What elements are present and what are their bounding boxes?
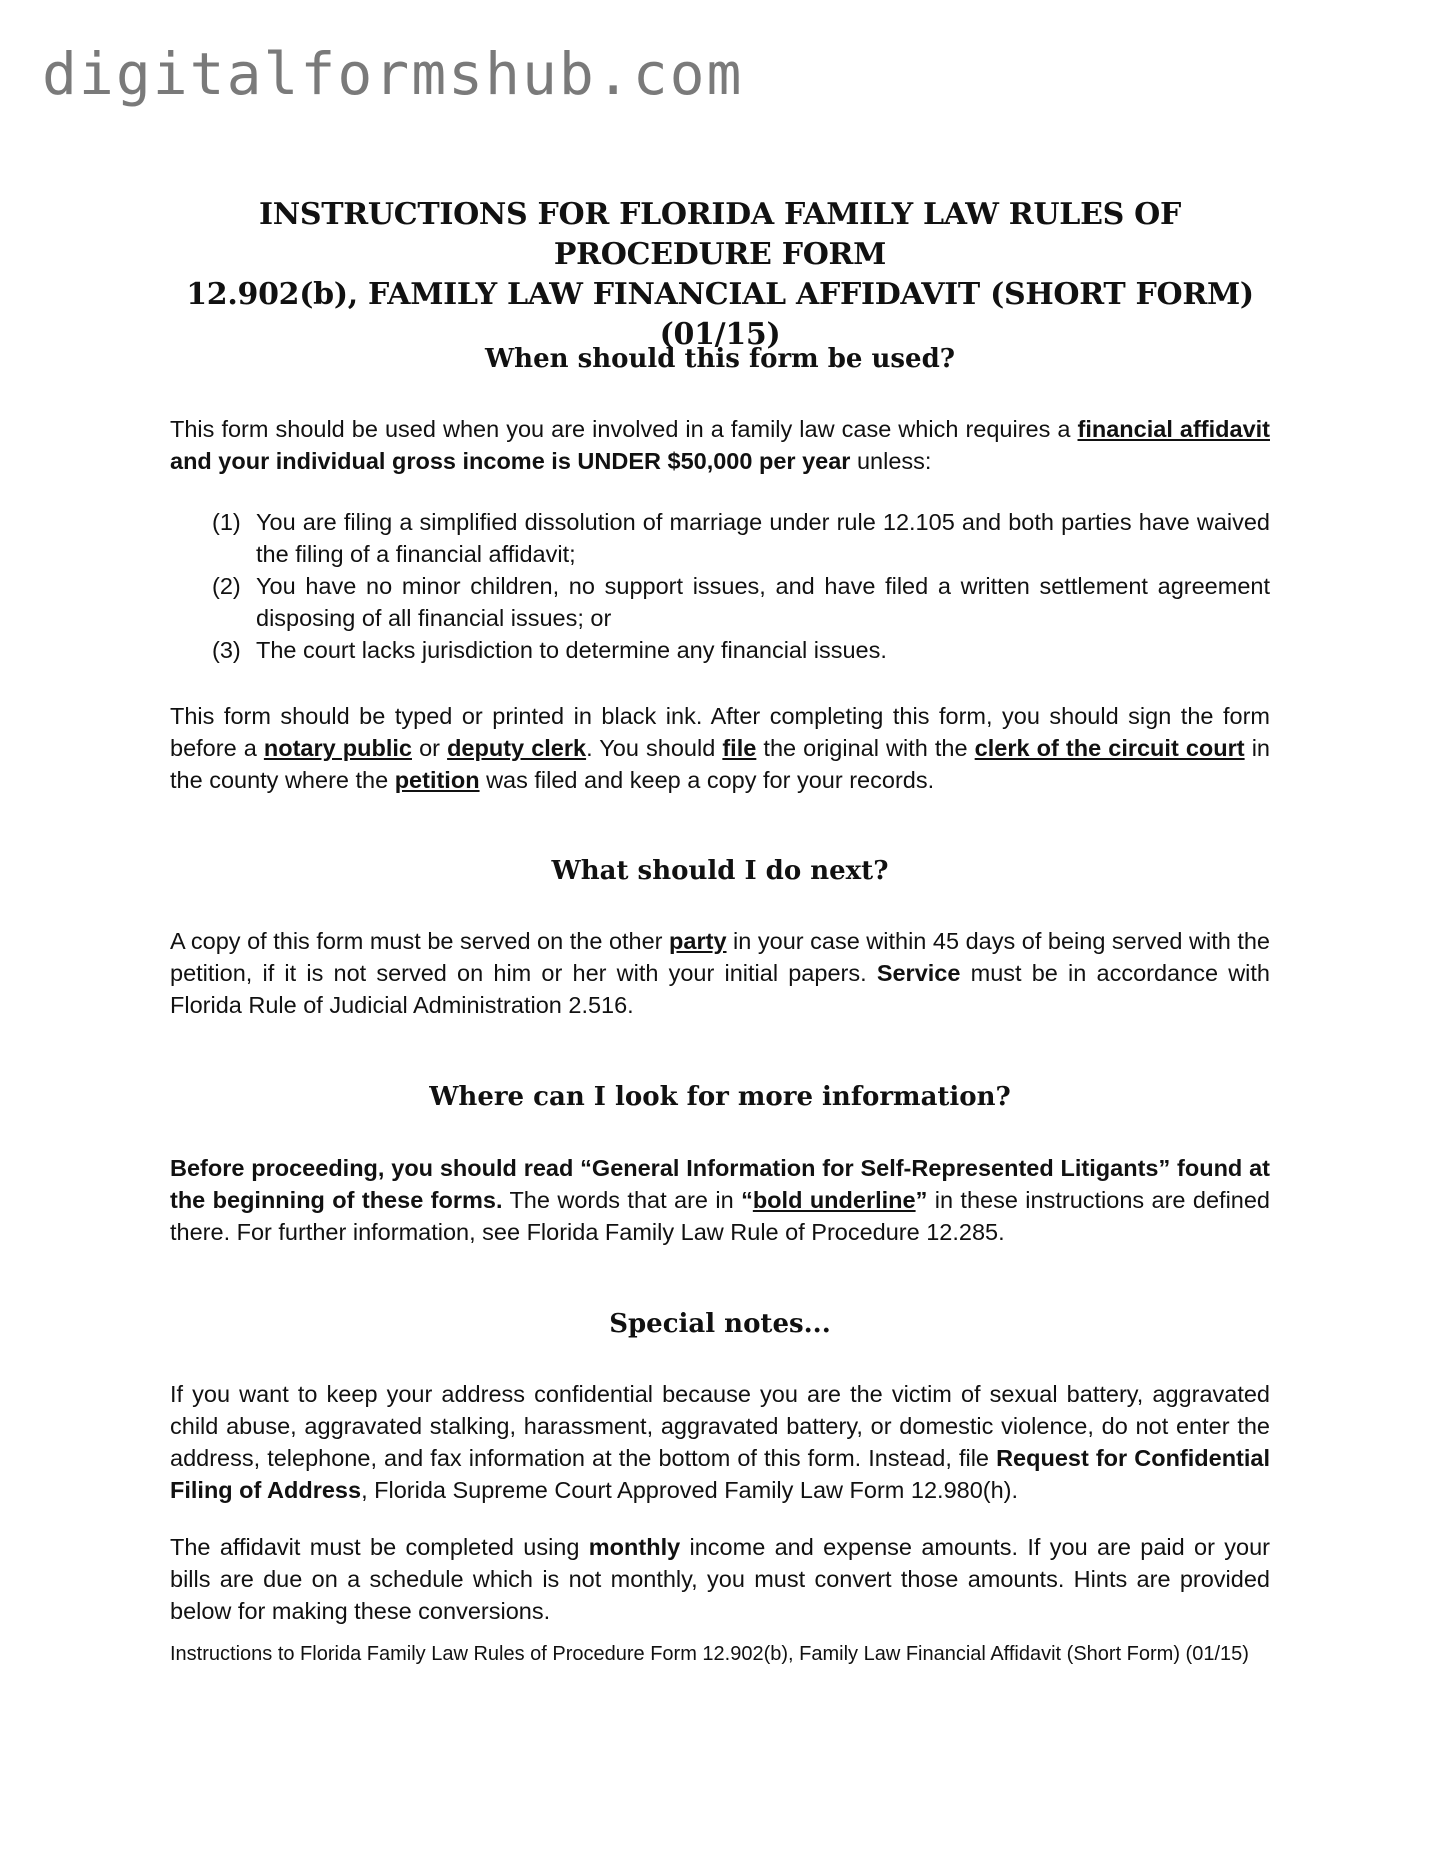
filing-text-3: . You should (586, 735, 723, 761)
list-item-text: The court lacks jurisdiction to determine any financial issues. (256, 637, 887, 663)
term-monthly: monthly (588, 1534, 681, 1560)
term-deputy-clerk: deputy clerk (447, 735, 587, 761)
list-item-text: You have no minor children, no support issues, and have filed a written settlement agreement disposing of all financial issues; or (256, 573, 1270, 631)
info-text-2: in these instructions are defined there. For further information, see Florida Family Law Rule of Procedure 12.285. (170, 1187, 1270, 1245)
notes-text-1: If you want to keep your address confidential because you are the victim of sexual battery, aggravated child abuse, aggravated stalking, harassment, aggravated battery, or domestic violence, do not enter the address, telephone, and fax information at the bottom of this form. Instead, file (170, 1381, 1270, 1471)
notes-text-4: income and expense amounts. If you are paid or your bills are due on a schedule which is not monthly, you must convert those amounts. Hints are provided below for making these conversions. (170, 1534, 1271, 1624)
list-item (212, 570, 1270, 634)
when-intro-bold: and your individual gross income is UNDER $50,000 per year (170, 448, 851, 474)
watermark: digitalformshub.com (42, 40, 744, 108)
conditions-list (212, 506, 1270, 666)
term-party: party (669, 928, 727, 954)
notes-paragraph-2 (170, 1531, 1270, 1627)
info-text-1: The words that are in (502, 1187, 742, 1213)
title-line-1: INSTRUCTIONS FOR FLORIDA FAMILY LAW RULES OF PROCEDURE FORM (259, 197, 1181, 272)
term-bold-underline: bold underline (752, 1187, 916, 1213)
list-item-number: (2) (212, 573, 241, 599)
when-intro-text-2: unless: (850, 448, 932, 474)
section-heading-next: What should I do next? (551, 856, 889, 886)
term-file: file (722, 735, 757, 761)
next-text-3: must be in accordance with Florida Rule of Judicial Administration 2.516. (170, 960, 1270, 1018)
notes-paragraph-1 (170, 1378, 1270, 1506)
next-text-1: A copy of this form must be served on the other (170, 928, 670, 954)
next-paragraph (170, 925, 1270, 1021)
term-request-confidential-filing: Request for Confidential Filing of Address (170, 1445, 1271, 1503)
page-title (170, 195, 1270, 355)
title-line-2: 12.902(b), FAMILY LAW FINANCIAL AFFIDAVIT (SHORT FORM) (01/15) (186, 277, 1254, 352)
list-item-number: (1) (212, 509, 241, 535)
term-financial-affidavit: financial affidavit (1077, 416, 1270, 442)
term-clerk-of-circuit-court: clerk of the circuit court (974, 735, 1245, 761)
notes-text-3: The affidavit must be completed using (170, 1534, 589, 1560)
list-item-number: (3) (212, 637, 241, 663)
section-heading-when: When should this form be used? (484, 344, 956, 374)
list-item-text: You are filing a simplified dissolution of marriage under rule 12.105 and both parties have waived the filing of a financial affidavit; (256, 509, 1270, 567)
term-petition: petition (394, 767, 480, 793)
notes-text-2: , Florida Supreme Court Approved Family Law Form 12.980(h). (361, 1477, 1019, 1503)
page-footer: Instructions to Florida Family Law Rules of Procedure Form 12.902(b), Family Law Financial Affidavit (Short Form) (01/15) (170, 1643, 1249, 1665)
list-item (212, 634, 1270, 666)
filing-text-4: the original with the (756, 735, 975, 761)
quote-close: ” (915, 1187, 928, 1213)
term-notary-public: notary public (263, 735, 412, 761)
filing-text-2: or (412, 735, 448, 761)
list-item (212, 506, 1270, 570)
term-service: Service (876, 960, 961, 986)
when-intro-text-1: This form should be used when you are involved in a family law case which requires a (170, 416, 1078, 442)
filing-text-1: This form should be typed or printed in black ink. After completing this form, you should sign the form before a (170, 703, 1270, 761)
quote-open: “ (741, 1187, 753, 1213)
when-intro-paragraph (170, 413, 1270, 477)
filing-text-5: in the county where the (170, 735, 1270, 793)
section-heading-info: Where can I look for more information? (429, 1082, 1011, 1112)
filing-paragraph (170, 700, 1270, 796)
filing-text-6: was filed and keep a copy for your records. (479, 767, 935, 793)
next-text-2: in your case within 45 days of being served with the petition, if it is not served on him or her with your initial papers. (170, 928, 1270, 986)
info-paragraph (170, 1152, 1270, 1248)
info-bold-intro: Before proceeding, you should read “General Information for Self-Represented Litigants” found at the beginning of these forms. (170, 1155, 1270, 1213)
section-heading-notes: Special notes... (609, 1309, 831, 1339)
